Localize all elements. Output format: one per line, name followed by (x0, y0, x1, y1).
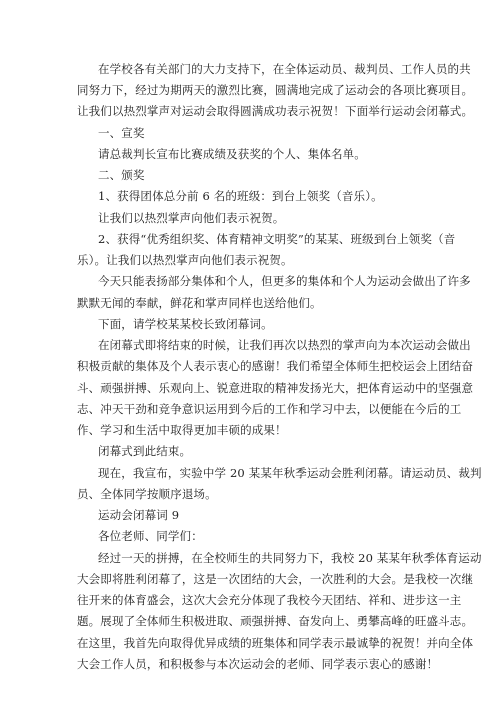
paragraph-line: 大会即将胜利闭幕了，这是一次团结的大会，一次胜利的大会。是我校一次继 (77, 572, 474, 586)
paragraph-line: 在闭幕式即将结束的时候，让我们再次以热烈的掌声向为本次运动会做出 (98, 338, 471, 352)
section-title: 运动会闭幕词 9 (98, 508, 180, 522)
paragraph-line: 现在，我宣布，实验中学 20 某某年秋季运动会胜利闭幕。请运动员、裁判 (98, 466, 482, 480)
salutation: 各位老师、同学们： (98, 529, 203, 543)
paragraph-line: 斗、顽强拼搏、乐观向上、锐意进取的精神发扬光大，把体育运动中的坚强意 (77, 381, 474, 395)
paragraph-line: 下面，请学校某某校长致闭幕词。 (98, 317, 273, 331)
paragraph-line: 作、学习和生活中取得更加丰硕的成果！ (77, 423, 287, 437)
paragraph-line: 在这里，我首先向取得优异成绩的班集体和同学表示最诚挚的祝贺！并向全体 (77, 636, 474, 650)
section-heading: 一、宣奖 (98, 126, 145, 140)
paragraph-line: 1、获得团体总分前 6 名的班级：到台上领奖（音乐）。 (98, 189, 383, 203)
paragraph-line: 让我们以热烈掌声向他们表示祝贺。 (98, 211, 285, 225)
paragraph-line: 2、获得“优秀组织奖、体育精神文明奖”的某某、班级到台上领奖（音 (98, 232, 456, 246)
paragraph-line: 默默无闻的奉献，鲜花和掌声同样也送给他们。 (77, 296, 322, 310)
paragraph-line: 员、全体同学按顺序退场。 (77, 487, 217, 501)
section-heading: 二、颁奖 (98, 168, 145, 182)
paragraph-line: 今天只能表扬部分集体和个人，但更多的集体和个人为运动会做出了许多 (98, 274, 471, 288)
paragraph-line: 请总裁判长宣布比赛成绩及获奖的个人、集体名单。 (98, 147, 366, 161)
paragraph-line: 题。展现了全体师生积极进取、顽强拼搏、奋发向上、勇攀高峰的旺盛斗志。 (77, 614, 474, 628)
paragraph-line: 闭幕式到此结束。 (98, 444, 192, 458)
paragraph-line: 志、冲天干劲和竞争意识运用到今后的工作和学习中去，以便能在今后的工 (77, 402, 462, 416)
paragraph-line: 大会工作人员，和积极参与本次运动会的老师、同学表示衷心的感谢！ (77, 657, 439, 671)
paragraph-line: 同努力下，经过为期两天的激烈比赛，圆满地完成了运动会的各项比赛项目。 (77, 83, 474, 97)
paragraph-line: 让我们以热烈掌声对运动会取得圆满成功表示祝贺！下面举行运动会闭幕式。 (77, 104, 474, 118)
paragraph-line: 乐）。让我们以热烈掌声向他们表示祝贺。 (77, 253, 293, 267)
paragraph-line: 在学校各有关部门的大力支持下，在全体运动员、裁判员、工作人员的共 (98, 62, 471, 76)
paragraph-line: 经过一天的拼搏，在全校师生的共同努力下，我校 20 某某年秋季体育运动 (98, 551, 482, 565)
paragraph-line: 积极贡献的集体及个人表示衷心的感谢！我们希望全体师生把校运会上团结奋 (77, 359, 474, 373)
paragraph-line: 往开来的体育盛会，这次大会充分体现了我校今天团结、祥和、进步这一主 (77, 593, 462, 607)
